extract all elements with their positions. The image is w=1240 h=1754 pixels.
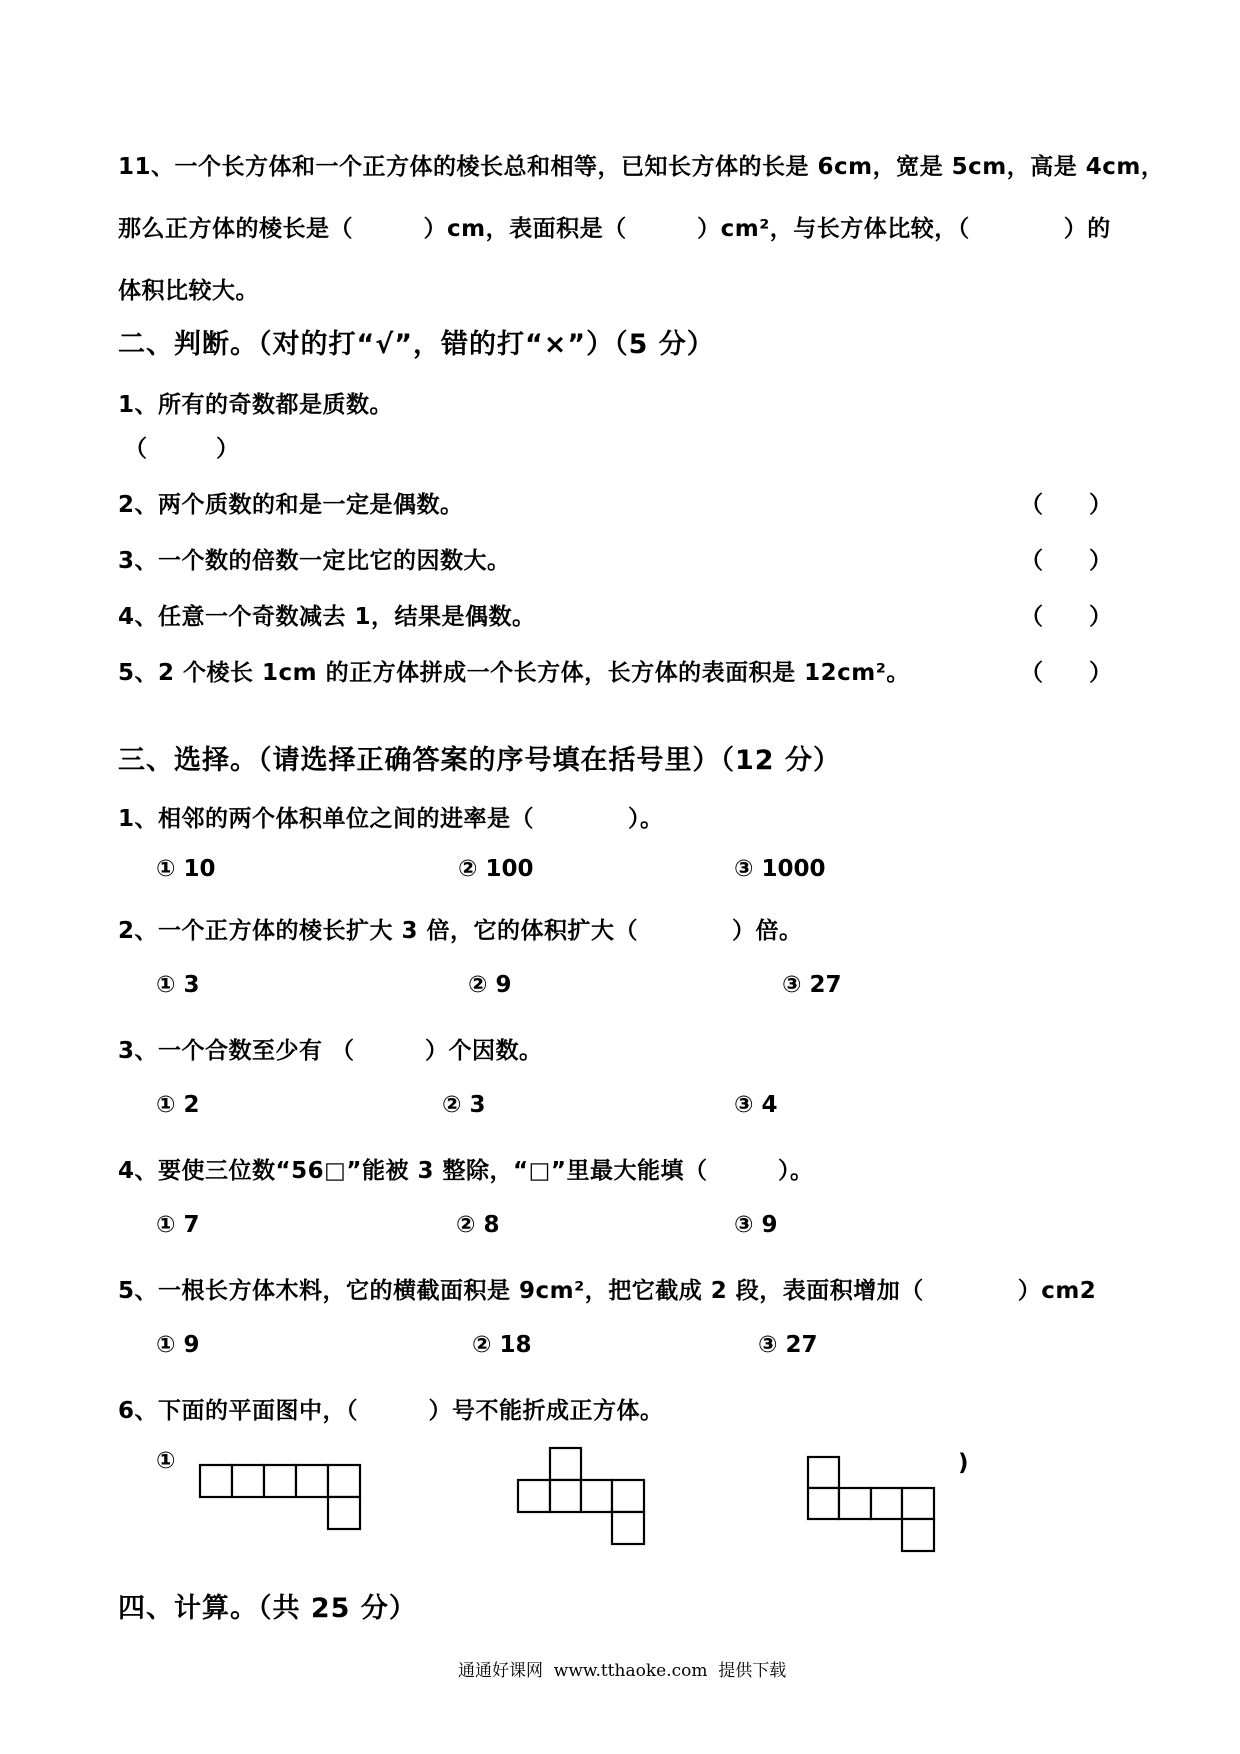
choice-q3-option-1[interactable]: ① 2: [156, 1092, 200, 1118]
judge-item-2: 2、两个质数的和是一定是偶数。: [118, 492, 464, 518]
judge-item-5: 5、2 个棱长 1cm 的正方体拼成一个长方体，长方体的表面积是 12cm²。: [118, 660, 910, 686]
section2-title: 二、判断。（对的打“√”，错的打“×”）（5 分）: [118, 329, 715, 360]
cube-net-1[interactable]: [200, 1465, 360, 1529]
judge-answer-4[interactable]: （ ）: [1020, 604, 1112, 630]
q11-line2: 那么正方体的棱长是（ ）cm，表面积是（ ）cm²，与长方体比较，（ ）的: [118, 216, 1111, 242]
choice-q6-option-3-label[interactable]: ): [958, 1450, 969, 1476]
judge-item-1: 1、所有的奇数都是质数。: [118, 392, 394, 418]
choice-q4-option-2[interactable]: ② 8: [456, 1212, 500, 1238]
choice-q1-option-1[interactable]: ① 10: [156, 856, 216, 882]
choice-q2-option-3[interactable]: ③ 27: [782, 972, 842, 998]
choice-q5-option-1[interactable]: ① 9: [156, 1332, 200, 1358]
judge-answer-5[interactable]: （ ）: [1020, 660, 1112, 686]
choice-q1: 1、相邻的两个体积单位之间的进率是（ ）。: [118, 806, 664, 832]
choice-q1-option-2[interactable]: ② 100: [458, 856, 534, 882]
section3-title: 三、选择。（请选择正确答案的序号填在括号里）（12 分）: [118, 745, 841, 776]
choice-q2: 2、一个正方体的棱长扩大 3 倍，它的体积扩大（ ）倍。: [118, 918, 803, 944]
q11-line1: 11、一个长方体和一个正方体的棱长总和相等，已知长方体的长是 6cm，宽是 5cm，高是 4cm，: [118, 154, 1165, 180]
choice-q3-option-2[interactable]: ② 3: [442, 1092, 486, 1118]
judge-item-3: 3、一个数的倍数一定比它的因数大。: [118, 548, 511, 574]
choice-q2-option-1[interactable]: ① 3: [156, 972, 200, 998]
choice-q4-option-1[interactable]: ① 7: [156, 1212, 200, 1238]
choice-q2-option-2[interactable]: ② 9: [468, 972, 512, 998]
choice-q1-option-3[interactable]: ③ 1000: [734, 856, 826, 882]
choice-q6: 6、下面的平面图中，（ ）号不能折成正方体。: [118, 1398, 664, 1424]
choice-q3-option-3[interactable]: ③ 4: [734, 1092, 778, 1118]
judge-answer-2[interactable]: （ ）: [1020, 492, 1112, 518]
choice-q3: 3、一个合数至少有 （ ）个因数。: [118, 1038, 543, 1064]
cube-net-2[interactable]: [518, 1448, 644, 1544]
judge-answer-1[interactable]: （ ）: [124, 436, 239, 462]
judge-item-4: 4、任意一个奇数减去 1，结果是偶数。: [118, 604, 536, 630]
section4-title: 四、计算。（共 25 分）: [118, 1593, 417, 1624]
choice-q5: 5、一根长方体木料，它的横截面积是 9cm²，把它截成 2 段，表面积增加（ ）cm2: [118, 1278, 1097, 1304]
footer-source[interactable]: 通通好课网 www.tthaoke.com 提供下载: [458, 1661, 787, 1681]
choice-q4-option-3[interactable]: ③ 9: [734, 1212, 778, 1238]
choice-q5-option-2[interactable]: ② 18: [472, 1332, 532, 1358]
choice-q4: 4、要使三位数“56□”能被 3 整除，“□”里最大能填（ ）。: [118, 1158, 814, 1184]
choice-q6-option-1-label[interactable]: ①: [156, 1448, 176, 1474]
choice-q5-option-3[interactable]: ③ 27: [758, 1332, 818, 1358]
q11-line3: 体积比较大。: [118, 278, 259, 304]
cube-net-3[interactable]: [808, 1457, 934, 1551]
judge-answer-3[interactable]: （ ）: [1020, 548, 1112, 574]
